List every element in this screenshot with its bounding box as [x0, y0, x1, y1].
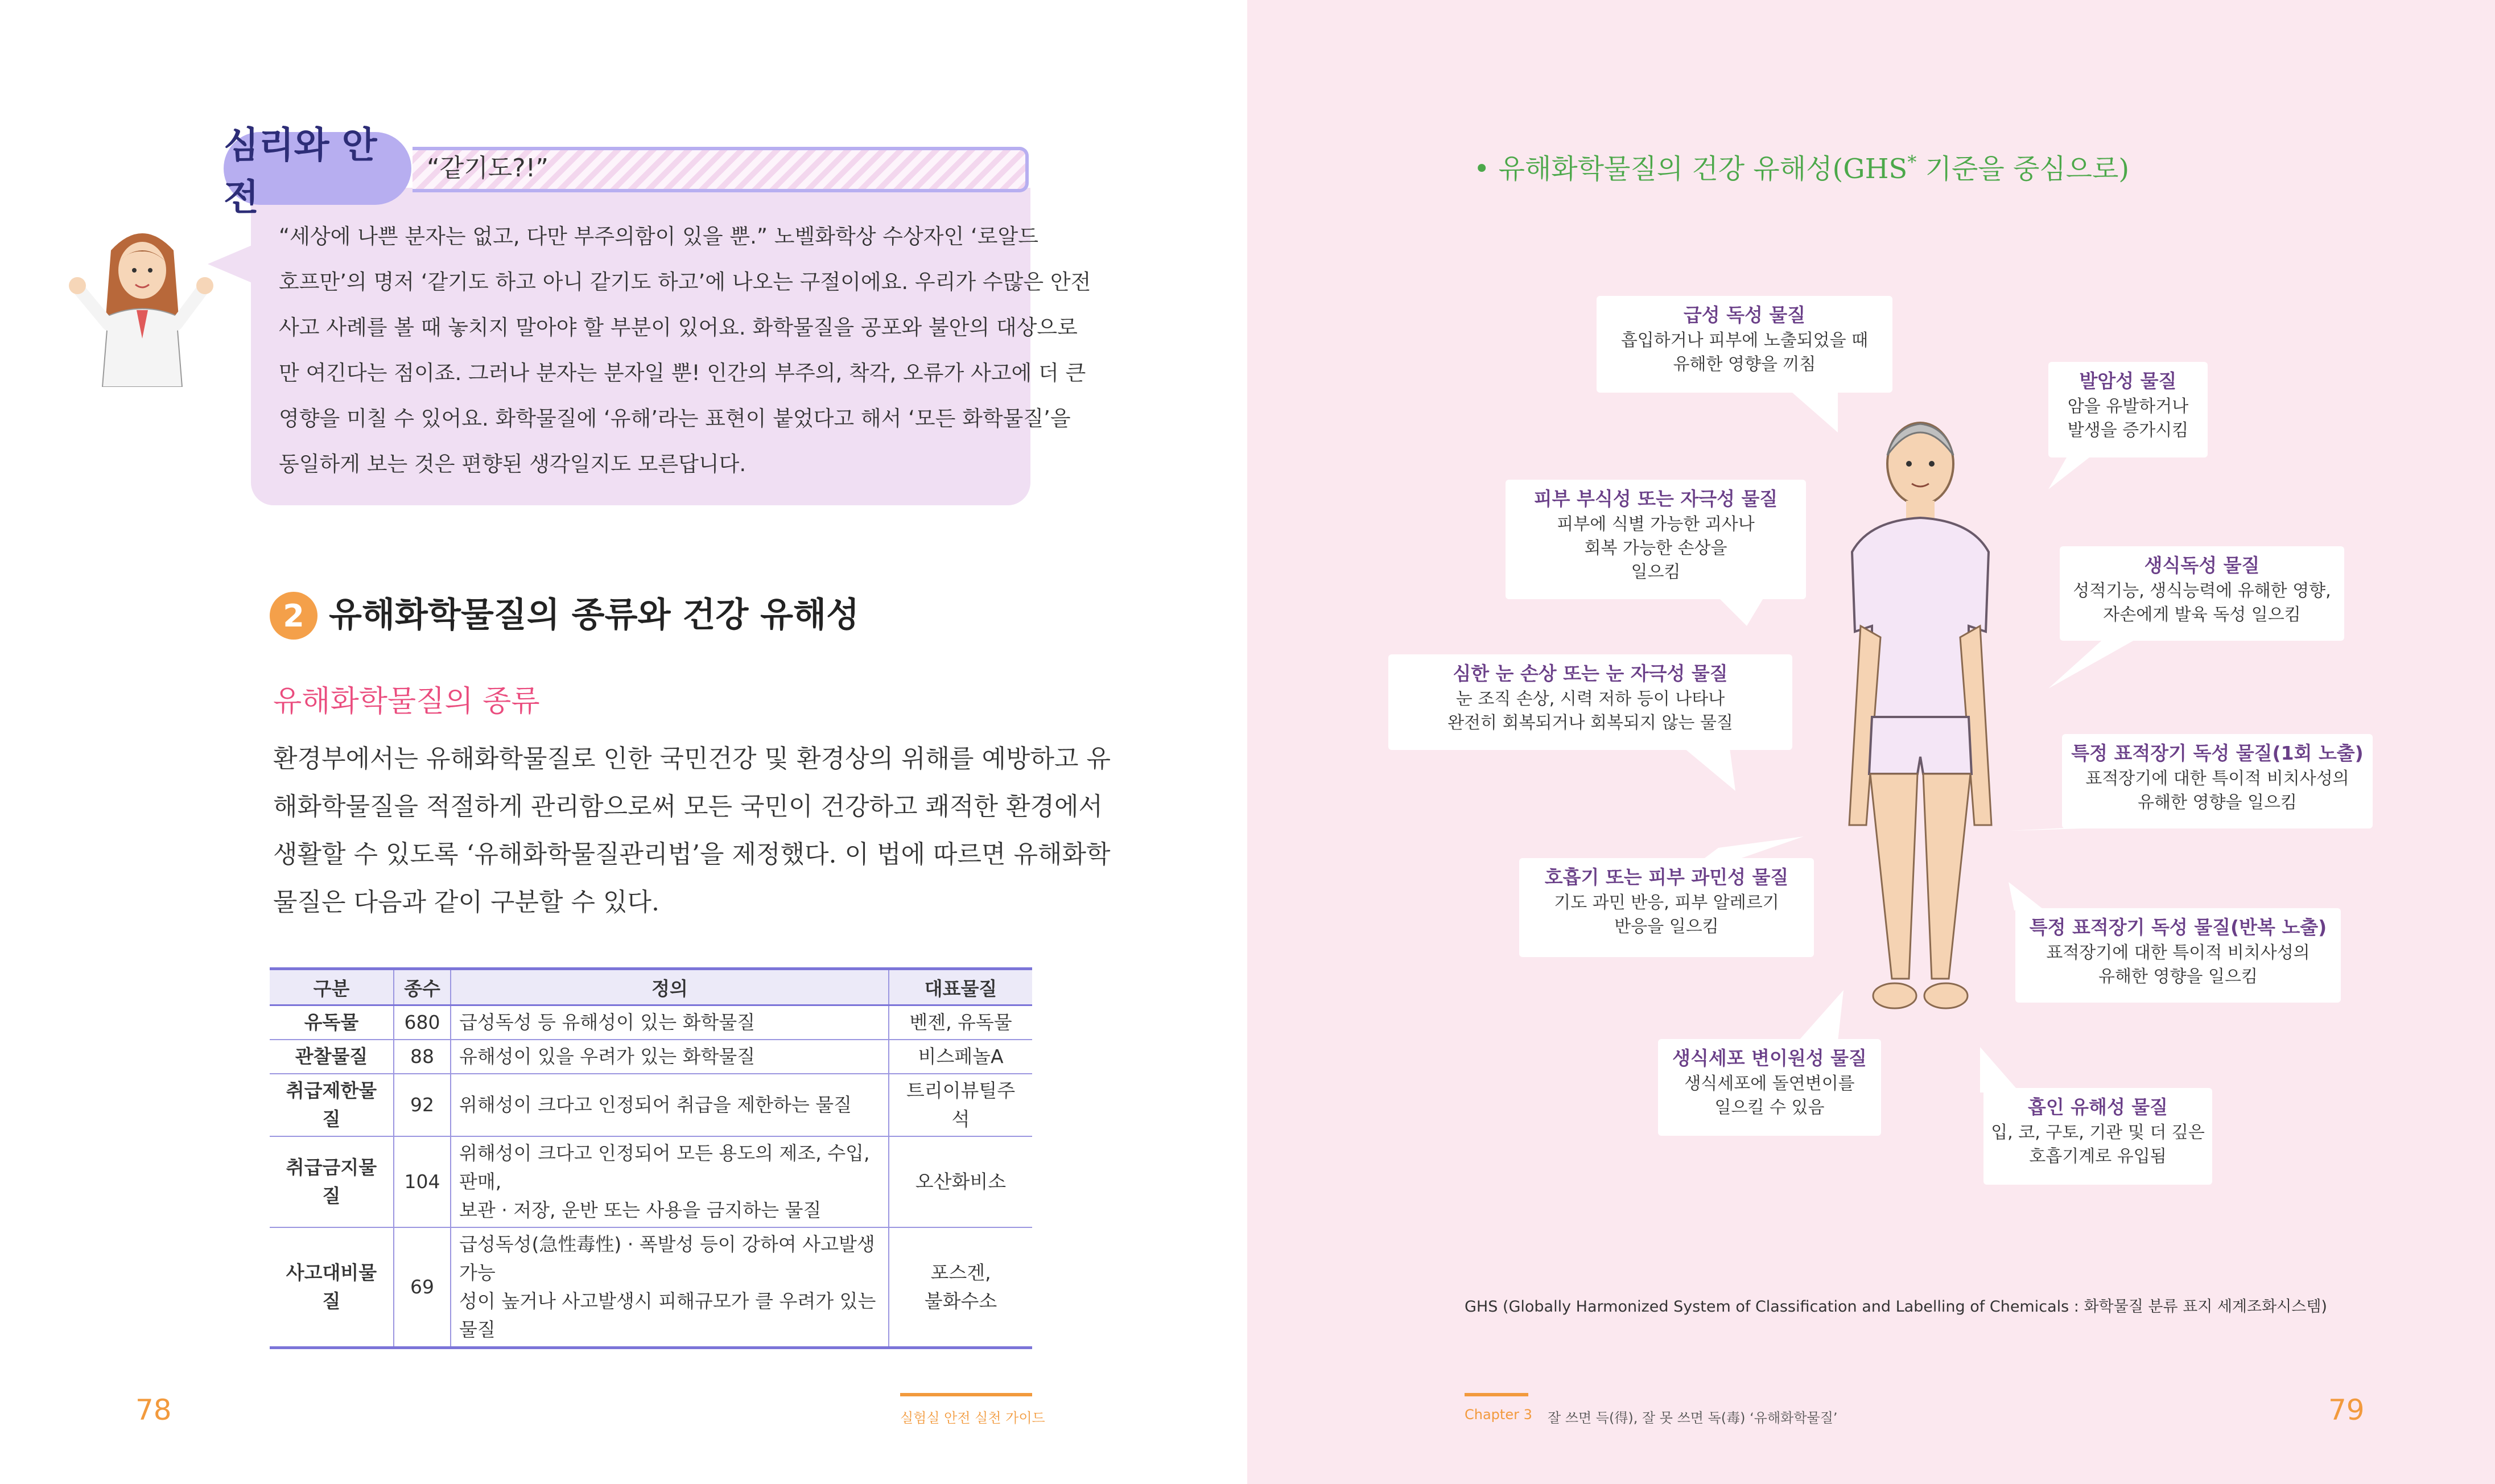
callout-desc: 성적기능, 생식능력에 유해한 영향,: [2073, 581, 2331, 601]
callout-desc: 자손에게 발육 독성 일으킴: [2103, 605, 2301, 625]
callout-stot-single: [2062, 734, 2373, 828]
chapter-title: 잘 쓰면 득(得), 잘 못 쓰면 독(毒) ‘유해화학물질’: [1548, 1410, 1838, 1426]
example-line: 불화수소: [924, 1290, 997, 1312]
footer-rule: [900, 1393, 1032, 1396]
human-figure: [1829, 398, 2011, 1019]
hazard-table: [270, 967, 1032, 1349]
speech-tail: [208, 245, 253, 283]
definition-line: 급성독성(急性毒性) · 폭발성 등이 강하여 사고발생 가능: [459, 1233, 875, 1284]
callout-mutagenicity: [1658, 1039, 1881, 1136]
callout-desc: 암을 유발하거나: [2067, 397, 2189, 417]
callout-title: 특정 표적장기 독성 물질(반복 노출): [2029, 916, 2327, 938]
callout-desc: 완전히 회복되거나 회복되지 않는 물질: [1447, 713, 1733, 733]
cell-definition: [451, 1227, 889, 1348]
callout-desc: 기도 과민 반응, 피부 알레르기: [1554, 893, 1779, 913]
page-number-left: 78: [135, 1394, 172, 1427]
callout-desc: 표적장기에 대한 특이적 비치사성의: [2046, 943, 2310, 963]
callout-desc: 일으킬 수 있음: [1714, 1098, 1825, 1118]
callout-title: 생식독성 물질: [2144, 554, 2260, 576]
cell-examples: 벤젠, 유독물: [889, 1005, 1032, 1040]
doctor-illustration: [57, 216, 228, 387]
cell-count: 104: [394, 1136, 451, 1227]
tip-line: “세상에 나쁜 분자는 없고, 다만 부주의함이 있을 뿐.” 노벨화학상 수상자인 ‘로알드: [279, 224, 1038, 249]
section-number: 2: [270, 592, 317, 640]
heading-text: • 유해화학물질의 건강 유해성(GHS: [1474, 153, 1908, 185]
cell-examples: 트리이뷰틸주석: [889, 1074, 1032, 1136]
cell-category: 유독물: [270, 1005, 394, 1040]
callout-title: 흡인 유해성 물질: [2027, 1096, 2168, 1118]
callout-stot-repeated: [2015, 908, 2341, 1003]
cell-examples: 비스페놀A: [889, 1040, 1032, 1074]
cell-count: 680: [394, 1005, 451, 1040]
page-number-right: 79: [2328, 1394, 2365, 1427]
cell-definition: 급성독성 등 유해성이 있는 화학물질: [451, 1005, 889, 1040]
header-count: 종수: [394, 969, 451, 1005]
tip-badge: 심리와 안전: [224, 132, 411, 205]
table-row: [270, 1136, 1032, 1227]
callout-aspiration: [1983, 1088, 2212, 1185]
callout-desc: 유해한 영향을 끼침: [1673, 354, 1816, 374]
cell-definition: [451, 1136, 889, 1227]
tip-line: 사고 사례를 볼 때 놓치지 말아야 할 부분이 있어요. 화학물질을 공포와 불안의 대상으로: [279, 315, 1078, 340]
tip-line: 호프만’의 명저 ‘같기도 하고 아니 같기도 하고’에 나오는 구절이에요. 우리가 수많은 안전: [279, 270, 1091, 294]
callout-desc: 반응을 일으킴: [1614, 917, 1719, 937]
tip-line: 동일하게 보는 것은 편향된 생각일지도 모른답니다.: [279, 452, 747, 476]
book-title: 실험실 안전 실천 가이드: [900, 1410, 1045, 1426]
table-row: [270, 1074, 1032, 1136]
callout-title: 호흡기 또는 피부 과민성 물질: [1544, 866, 1789, 888]
cell-examples: [889, 1227, 1032, 1348]
cell-count: 88: [394, 1040, 451, 1074]
definition-line: 보관 · 저장, 운반 또는 사용을 금지하는 물질: [459, 1199, 822, 1221]
cell-category: 관찰물질: [270, 1040, 394, 1074]
cell-category: 취급제한물질: [270, 1074, 394, 1136]
callout-desc: 회복 가능한 손상을: [1584, 538, 1727, 558]
section-title: 유해화학물질의 종류와 건강 유해성: [329, 595, 860, 635]
callout-desc: 유해한 영향을 일으킴: [2098, 967, 2258, 987]
cell-count: 92: [394, 1074, 451, 1136]
cell-count: 69: [394, 1227, 451, 1348]
callout-reproductive-toxicity: [2060, 546, 2344, 641]
callout-sensitization: [1519, 858, 1814, 957]
cell-definition: 유해성이 있을 우려가 있는 화학물질: [451, 1040, 889, 1074]
callout-desc: 일으킴: [1631, 562, 1681, 582]
body-line: 물질은 다음과 같이 구분할 수 있다.: [273, 888, 659, 917]
chapter-label: Chapter 3: [1465, 1407, 1532, 1423]
callout-desc: 유해한 영향을 일으킴: [2138, 793, 2297, 813]
header-definition: 정의: [451, 969, 889, 1005]
body-line: 해화학물질을 적절하게 관리함으로써 모든 국민이 건강하고 쾌적한 환경에서: [273, 792, 1103, 821]
ghs-footnote: GHS (Globally Harmonized System of Classification and Labelling of Chemicals : 화학물질 분류 표지 세계조화시스템): [1465, 1298, 2327, 1316]
table-row: [270, 1227, 1032, 1348]
cell-category: 사고대비물질: [270, 1227, 394, 1348]
table-row: [270, 1040, 1032, 1074]
table-row: [270, 1005, 1032, 1040]
callout-acute-toxicity: [1597, 296, 1892, 393]
footer-rule: [1465, 1393, 1528, 1396]
header-category: 구분: [270, 969, 394, 1005]
callout-desc: 입, 코, 구토, 기관 및 더 깊은: [1991, 1123, 2205, 1143]
callout-desc: 발생을 증가시킴: [2067, 421, 2189, 440]
cell-category: 취급금지물질: [270, 1136, 394, 1227]
callout-carcinogenicity: [2048, 362, 2208, 457]
callout-title: 특정 표적장기 독성 물질(1회 노출): [2071, 742, 2364, 764]
tip-quote: “같기도?!”: [427, 154, 549, 183]
example-line: 포스겐,: [930, 1262, 991, 1284]
definition-line: 위해성이 크다고 인정되어 모든 용도의 제조, 수입, 판매,: [459, 1142, 870, 1193]
callout-skin-corrosion: [1506, 480, 1806, 599]
callout-eye-damage: [1388, 654, 1792, 750]
callout-title: 심한 눈 손상 또는 눈 자극성 물질: [1453, 662, 1728, 685]
definition-line: 성이 높거나 사고발생시 피해규모가 클 우려가 있는 물질: [459, 1290, 876, 1341]
tip-line: 영향을 미칠 수 있어요. 화학물질에 ‘유해’라는 표현이 붙었다고 해서 ‘모든 화학물질’을: [279, 406, 1071, 431]
callout-desc: 호흡기계로 유입됨: [2029, 1147, 2167, 1166]
sub-heading: 유해화학물질의 종류: [273, 685, 540, 719]
callout-desc: 표적장기에 대한 특이적 비치사성의: [2085, 769, 2349, 789]
callout-desc: 눈 조직 손상, 시력 저하 등이 나타나: [1455, 689, 1725, 709]
table-header-row: [270, 969, 1032, 1005]
body-line: 생활할 수 있도록 ‘유해화학물질관리법’을 제정했다. 이 법에 따르면 유해화학: [273, 840, 1111, 869]
callout-title: 발암성 물질: [2079, 370, 2177, 392]
cell-examples: 오산화비소: [889, 1136, 1032, 1227]
header-examples: 대표물질: [889, 969, 1032, 1005]
heading-tail: 기준을 중심으로): [1916, 153, 2130, 185]
callout-title: 피부 부식성 또는 자극성 물질: [1533, 488, 1778, 510]
callout-desc: 흡입하거나 피부에 노출되었을 때: [1620, 331, 1869, 351]
callout-desc: 피부에 식별 가능한 괴사나: [1557, 514, 1755, 534]
callout-title: 생식세포 변이원성 물질: [1672, 1047, 1867, 1069]
callout-title: 급성 독성 물질: [1683, 304, 1806, 326]
tip-line: 만 여긴다는 점이죠. 그러나 분자는 분자일 뿐! 인간의 부주의, 착각, 오류가 사고에 더 큰: [279, 361, 1086, 385]
callout-desc: 생식세포에 돌연변이를: [1684, 1074, 1855, 1094]
heading-mark: *: [1907, 151, 1917, 173]
cell-definition: 위해성이 크다고 인정되어 취급을 제한하는 물질: [451, 1074, 889, 1136]
body-line: 환경부에서는 유해화학물질로 인한 국민건강 및 환경상의 위해를 예방하고 유: [273, 744, 1111, 773]
